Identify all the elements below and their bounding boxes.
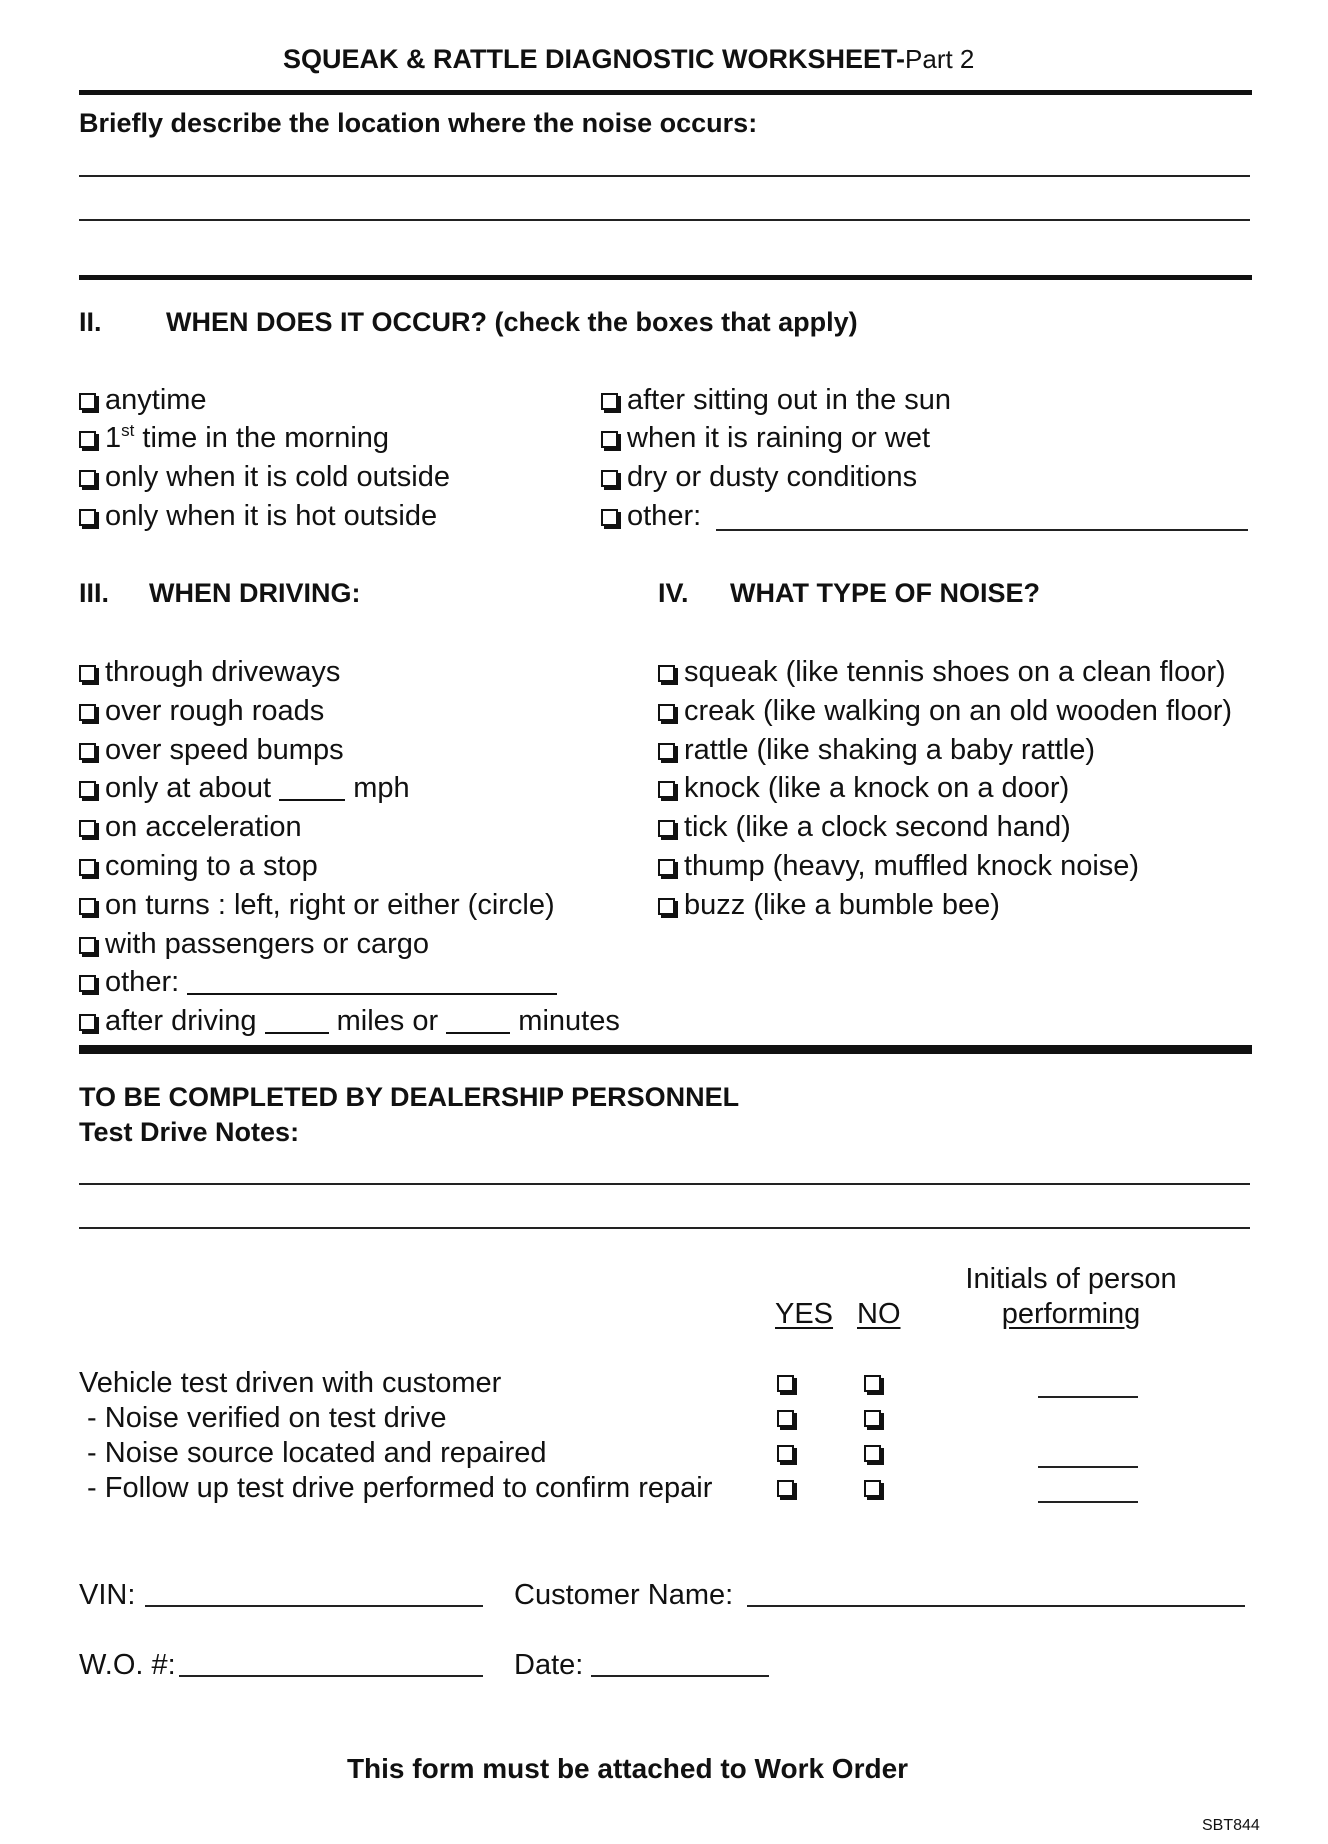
minutes-field[interactable] xyxy=(446,1006,510,1034)
noise-rattle[interactable] xyxy=(658,733,1095,767)
yes-header: YES xyxy=(775,1298,834,1330)
section-rule-2 xyxy=(79,1045,1252,1054)
occur-label: dry or dusty conditions xyxy=(627,461,918,493)
customer-name-field[interactable] xyxy=(747,1605,1245,1607)
location-prompt: Briefly describe the location where the noise occurs: xyxy=(79,108,758,138)
speed-field[interactable] xyxy=(279,773,345,801)
check-row-label: - Noise verified on test drive xyxy=(79,1402,447,1434)
miles-label: miles or xyxy=(336,1005,439,1037)
checkbox[interactable] xyxy=(79,1014,96,1031)
checkbox[interactable] xyxy=(79,665,96,682)
noise-label: rattle (like shaking a baby rattle) xyxy=(684,734,1096,766)
yes-checkbox[interactable] xyxy=(777,1480,794,1497)
driving-label: through driveways xyxy=(105,656,341,688)
no-checkbox[interactable] xyxy=(864,1480,881,1497)
occur-label: after sitting out in the sun xyxy=(627,384,952,416)
initials-field[interactable] xyxy=(1038,1396,1138,1398)
occur-label: only when it is hot outside xyxy=(105,500,438,532)
check-row-label: Vehicle test driven with customer xyxy=(79,1367,502,1399)
no-checkbox[interactable] xyxy=(864,1410,881,1427)
occur-label: other: xyxy=(627,500,702,532)
noise-buzz[interactable] xyxy=(658,888,1000,922)
section-rule-1 xyxy=(79,275,1252,280)
wo-label: W.O. #: xyxy=(79,1649,176,1681)
driving-label: on turns : left, right or either (circle) xyxy=(105,889,555,921)
check-row-label: - Noise source located and repaired xyxy=(79,1437,547,1469)
noise-label: thump (heavy, muffled knock noise) xyxy=(684,850,1140,882)
driving-stop[interactable] xyxy=(79,849,318,883)
date-field[interactable] xyxy=(591,1675,769,1677)
checkbox[interactable] xyxy=(658,743,675,760)
driving-passengers[interactable] xyxy=(79,927,429,961)
section4-heading: WHAT TYPE OF NOISE? xyxy=(730,578,1040,608)
checkbox[interactable] xyxy=(79,898,96,915)
checkbox[interactable] xyxy=(79,743,96,760)
occur-label: 1 xyxy=(105,422,122,454)
test-drive-notes-label: Test Drive Notes: xyxy=(79,1117,300,1147)
yes-checkbox[interactable] xyxy=(777,1375,794,1392)
minutes-label: minutes xyxy=(518,1005,620,1037)
occur-other-field[interactable] xyxy=(716,529,1248,531)
title-text: SQUEAK & RATTLE DIAGNOSTIC WORKSHEET- xyxy=(283,44,906,74)
wo-field[interactable] xyxy=(179,1675,483,1677)
driving-label: over speed bumps xyxy=(105,734,344,766)
section3-number: III. xyxy=(79,578,110,608)
driving-driveways[interactable] xyxy=(79,655,340,689)
footer-note: This form must be attached to Work Order xyxy=(346,1753,909,1784)
no-checkbox[interactable] xyxy=(864,1375,881,1392)
vin-field[interactable] xyxy=(145,1605,483,1607)
driving-other-field[interactable] xyxy=(187,967,557,995)
occur-label: when it is raining or wet xyxy=(627,422,931,454)
no-checkbox[interactable] xyxy=(864,1445,881,1462)
yes-checkbox[interactable] xyxy=(777,1445,794,1462)
checkbox[interactable] xyxy=(79,975,96,992)
check-row-label: - Follow up test drive performed to confirm repair xyxy=(79,1472,713,1504)
occur-first-morning[interactable] xyxy=(79,421,389,455)
checkbox[interactable] xyxy=(658,859,675,876)
date-label: Date: xyxy=(514,1649,584,1681)
initials-header-2: performing xyxy=(1001,1298,1141,1330)
occur-sun[interactable] xyxy=(601,383,951,417)
noise-label: buzz (like a bumble bee) xyxy=(684,889,1000,921)
checkbox[interactable] xyxy=(79,431,96,448)
customer-name-label: Customer Name: xyxy=(514,1579,734,1611)
checkbox[interactable] xyxy=(79,704,96,721)
occur-anytime[interactable] xyxy=(79,383,207,417)
driving-label: on acceleration xyxy=(105,811,302,843)
checkbox[interactable] xyxy=(601,393,618,410)
form-title xyxy=(283,42,974,76)
noise-label: creak (like walking on an old wooden floor) xyxy=(684,695,1233,727)
driving-turns[interactable] xyxy=(79,888,555,922)
checkbox[interactable] xyxy=(658,898,675,915)
notes-line-1[interactable] xyxy=(79,1183,1250,1185)
driving-label: after driving xyxy=(105,1005,257,1037)
section4-number: IV. xyxy=(658,578,689,608)
yes-checkbox[interactable] xyxy=(777,1410,794,1427)
occur-label: anytime xyxy=(105,384,207,416)
dealer-heading: TO BE COMPLETED BY DEALERSHIP PERSONNEL xyxy=(79,1082,740,1112)
noise-squeak[interactable] xyxy=(658,655,1226,689)
driving-after[interactable] xyxy=(79,1004,620,1038)
checkbox[interactable] xyxy=(601,431,618,448)
initials-header-1: Initials of person xyxy=(965,1263,1177,1295)
occur-label: only when it is cold outside xyxy=(105,461,450,493)
location-line-1[interactable] xyxy=(79,175,1250,177)
occur-hot[interactable] xyxy=(79,499,437,533)
section3-heading: WHEN DRIVING: xyxy=(149,578,361,608)
section2-number: II. xyxy=(79,307,102,337)
driving-label: over rough roads xyxy=(105,695,325,727)
noise-label: knock (like a knock on a door) xyxy=(684,772,1070,804)
noise-tick[interactable] xyxy=(658,810,1071,844)
speed-unit: mph xyxy=(353,772,410,804)
occur-label-rest: time in the morning xyxy=(134,422,390,454)
notes-line-2[interactable] xyxy=(79,1227,1250,1229)
ordinal-suffix: st xyxy=(121,421,135,440)
driving-label: with passengers or cargo xyxy=(105,928,429,960)
miles-field[interactable] xyxy=(265,1006,329,1034)
noise-creak[interactable] xyxy=(658,694,1232,728)
initials-field[interactable] xyxy=(1038,1501,1138,1503)
checkbox[interactable] xyxy=(601,509,618,526)
location-line-2[interactable] xyxy=(79,219,1250,221)
part-label: Part 2 xyxy=(905,44,975,74)
noise-knock[interactable] xyxy=(658,771,1069,805)
driving-label: only at about xyxy=(105,772,272,804)
occur-other[interactable] xyxy=(601,499,701,533)
checkbox[interactable] xyxy=(79,820,96,837)
driving-speed-bumps[interactable] xyxy=(79,733,344,767)
header-rule xyxy=(79,90,1252,95)
checkbox[interactable] xyxy=(658,781,675,798)
noise-thump[interactable] xyxy=(658,849,1139,883)
no-header: NO xyxy=(857,1298,901,1330)
checkbox[interactable] xyxy=(658,704,675,721)
section2-heading: WHEN DOES IT OCCUR? (check the boxes that apply) xyxy=(166,307,858,337)
checkbox[interactable] xyxy=(658,820,675,837)
vin-label: VIN: xyxy=(79,1579,136,1611)
driving-speed[interactable] xyxy=(79,771,410,805)
noise-label: tick (like a clock second hand) xyxy=(684,811,1071,843)
driving-label: coming to a stop xyxy=(105,850,318,882)
noise-label: squeak (like tennis shoes on a clean floor) xyxy=(684,656,1226,688)
driving-rough-roads[interactable] xyxy=(79,694,324,728)
checkbox[interactable] xyxy=(79,937,96,954)
checkbox[interactable] xyxy=(601,470,618,487)
driving-label: other: xyxy=(105,966,180,998)
driving-acceleration[interactable] xyxy=(79,810,302,844)
checkbox[interactable] xyxy=(79,393,96,410)
occur-dry[interactable] xyxy=(601,460,917,494)
checkbox[interactable] xyxy=(79,509,96,526)
form-code: SBT844 xyxy=(1202,1817,1260,1834)
checkbox[interactable] xyxy=(658,665,675,682)
driving-other[interactable] xyxy=(79,965,557,999)
checkbox[interactable] xyxy=(79,859,96,876)
initials-field[interactable] xyxy=(1038,1466,1138,1468)
occur-cold[interactable] xyxy=(79,460,450,494)
checkbox[interactable] xyxy=(79,781,96,798)
occur-rain[interactable] xyxy=(601,421,930,455)
checkbox[interactable] xyxy=(79,470,96,487)
